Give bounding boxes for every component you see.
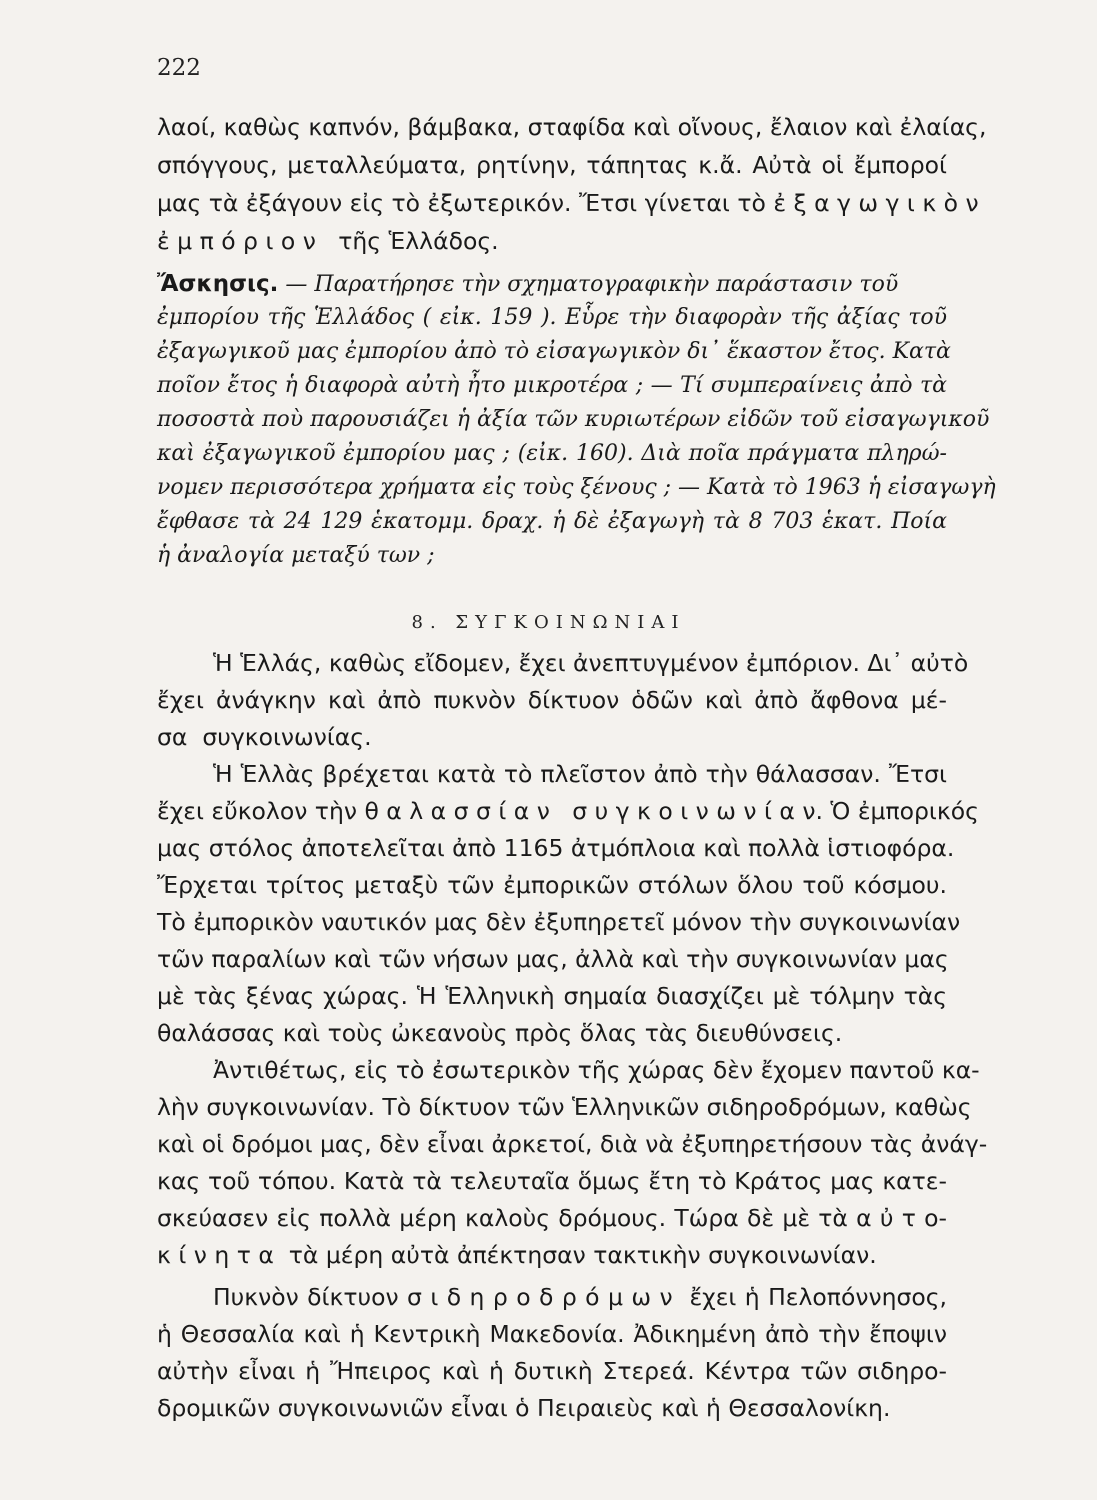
text-line: ἔχει ἀνάγκην καὶ ἀπὸ πυκνὸν δίκτυον ὁδῶν καὶ ἀπὸ ἄφθονα μέ- bbox=[157, 686, 947, 714]
text-line: Ἔρχεται τρίτος μεταξὺ τῶν ἐμπορικῶν στόλων ὅλου τοῦ κόσμου. bbox=[157, 871, 947, 899]
text-line: ἐ μ π ό ρ ι ο ν τῆς Ἑλλάδος. bbox=[157, 227, 499, 255]
text-line: Πυκνὸν δίκτυον σ ι δ η ρ ο δ ρ ό μ ω ν ἔχει ἡ Πελοπόννησος, bbox=[213, 1283, 947, 1311]
text-line: σπόγγους, μεταλλεύματα, ρητίνην, τάπητας κ.ἄ. Αὐτὰ οἱ ἔμποροί bbox=[157, 151, 947, 179]
text-line: δρομικῶν συγκοινωνιῶν εἶναι ὁ Πειραιεὺς καὶ ἡ Θεσσαλονίκη. bbox=[157, 1394, 891, 1422]
section-heading: 8. ΣΥΓΚΟΙΝΩΝΙΑΙ bbox=[411, 612, 686, 633]
exercise-label: Ἄσκησις. bbox=[157, 271, 279, 297]
text-line: Ἡ Ἑλλὰς βρέχεται κατὰ τὸ πλεῖστον ἀπὸ τὴν θάλασσαν. Ἔτσι bbox=[213, 760, 947, 788]
text-line: σκεύασεν εἰς πολλὰ μέρη καλοὺς δρόμους. Τώρα δὲ μὲ τὰ α ὐ τ ο- bbox=[157, 1204, 947, 1232]
text-line: — Παρατήρησε τὴν σχηματογραφικὴν παράστασιν τοῦ bbox=[278, 272, 899, 297]
text-line: Ἀντιθέτως, εἰς τὸ ἐσωτερικὸν τῆς χώρας δὲν ἔχομεν παντοῦ κα- bbox=[213, 1056, 980, 1084]
text-line: λαοί, καθὼς καπνόν, βάμβακα, σταφίδα καὶ οἴνους, ἔλαιον καὶ ἐλαίας, bbox=[157, 113, 987, 141]
page-number: 222 bbox=[157, 55, 201, 81]
text-line: Ἡ Ἑλλάς, καθὼς εἴδομεν, ἔχει ἀνεπτυγμένον ἐμπόριον. Δι᾿ αὐτὸ bbox=[213, 649, 969, 677]
text-line: λὴν συγκοινωνίαν. Τὸ δίκτυον τῶν Ἑλληνικῶν σιδηροδρόμων, καθὼς bbox=[157, 1093, 972, 1121]
text-line: τῶν παραλίων καὶ τῶν νήσων μας, ἀλλὰ καὶ τὴν συγκοινωνίαν μας bbox=[157, 945, 949, 973]
text-line: ἔχει εὔκολον τὴν θ α λ α σ σ ί α ν σ υ γ κ ο ι ν ω ν ί α ν. Ὁ ἐμπορικός bbox=[157, 797, 979, 825]
text-line: κας τοῦ τόπου. Κατὰ τὰ τελευταῖα ὅμως ἔτη τὸ Κράτος μας κατε- bbox=[157, 1167, 947, 1195]
text-line: μας τὰ ἐξάγουν εἰς τὸ ἐξωτερικόν. Ἔτσι γίνεται τὸ ἐ ξ α γ ω γ ι κ ὸ ν bbox=[157, 189, 979, 217]
text-line: ἡ ἀναλογία μεταξύ των ; bbox=[157, 543, 435, 568]
text-line: ἐξαγωγικοῦ μας ἐμπορίου ἀπὸ τὸ εἰσαγωγικὸν δι᾿ ἕκαστον ἔτος. Κατὰ bbox=[157, 339, 951, 364]
text-line: νομεν περισσότερα χρήματα εἰς τοὺς ξένους ; — Κατὰ τὸ 1963 ἡ εἰσαγωγὴ bbox=[157, 475, 996, 500]
text-line: ἔφθασε τὰ 24 129 ἑκατομμ. δραχ. ἡ δὲ ἐξαγωγὴ τὰ 8 703 ἑκατ. Ποία bbox=[157, 509, 947, 534]
exercise-first-line bbox=[157, 273, 947, 296]
text-line: σα συγκοινωνίας. bbox=[157, 723, 372, 751]
text-line: κ ί ν η τ α τὰ μέρη αὐτὰ ἀπέκτησαν τακτικὴν συγκοινωνίαν. bbox=[157, 1241, 877, 1269]
text-line: ἐμπορίου τῆς Ἑλλάδος ( εἰκ. 159 ). Εὗρε τὴν διαφορὰν τῆς ἀξίας τοῦ bbox=[157, 305, 947, 330]
text-line: καὶ οἱ δρόμοι μας, δὲν εἶναι ἀρκετοί, διὰ νὰ ἐξυπηρετήσουν τὰς ἀνάγ- bbox=[157, 1130, 988, 1158]
text-line: Τὸ ἐμπορικὸν ναυτικόν μας δὲν ἐξυπηρετεῖ μόνον τὴν συγκοινωνίαν bbox=[157, 908, 961, 936]
text-line: καὶ ἐξαγωγικοῦ ἐμπορίου μας ; (εἰκ. 160). Διὰ ποῖα πράγματα πληρώ- bbox=[157, 441, 947, 466]
text-line: μὲ τὰς ξένας χώρας. Ἡ Ἑλληνικὴ σημαία διασχίζει μὲ τόλμην τὰς bbox=[157, 982, 947, 1010]
text-line: θαλάσσας καὶ τοὺς ὠκεανοὺς πρὸς ὅλας τὰς διευθύνσεις. bbox=[157, 1019, 843, 1047]
text-line: ποσοστὰ ποὺ παρουσιάζει ἡ ἀξία τῶν κυριωτέρων εἰδῶν τοῦ εἰσαγωγικοῦ bbox=[157, 407, 990, 432]
text-line: ποῖον ἔτος ἡ διαφορὰ αὐτὴ ἦτο μικροτέρα ; — Τί συμπεραίνεις ἀπὸ τὰ bbox=[157, 373, 947, 398]
text-line: ἡ Θεσσαλία καὶ ἡ Κεντρικὴ Μακεδονία. Ἀδικημένη ἀπὸ τὴν ἔποψιν bbox=[157, 1320, 947, 1348]
text-line: αὐτὴν εἶναι ἡ Ἤπειρος καὶ ἡ δυτικὴ Στερεά. Κέντρα τῶν σιδηρο- bbox=[157, 1357, 947, 1385]
text-line: μας στόλος ἀποτελεῖται ἀπὸ 1165 ἀτμόπλοια καὶ πολλὰ ἱστιοφόρα. bbox=[157, 834, 955, 862]
